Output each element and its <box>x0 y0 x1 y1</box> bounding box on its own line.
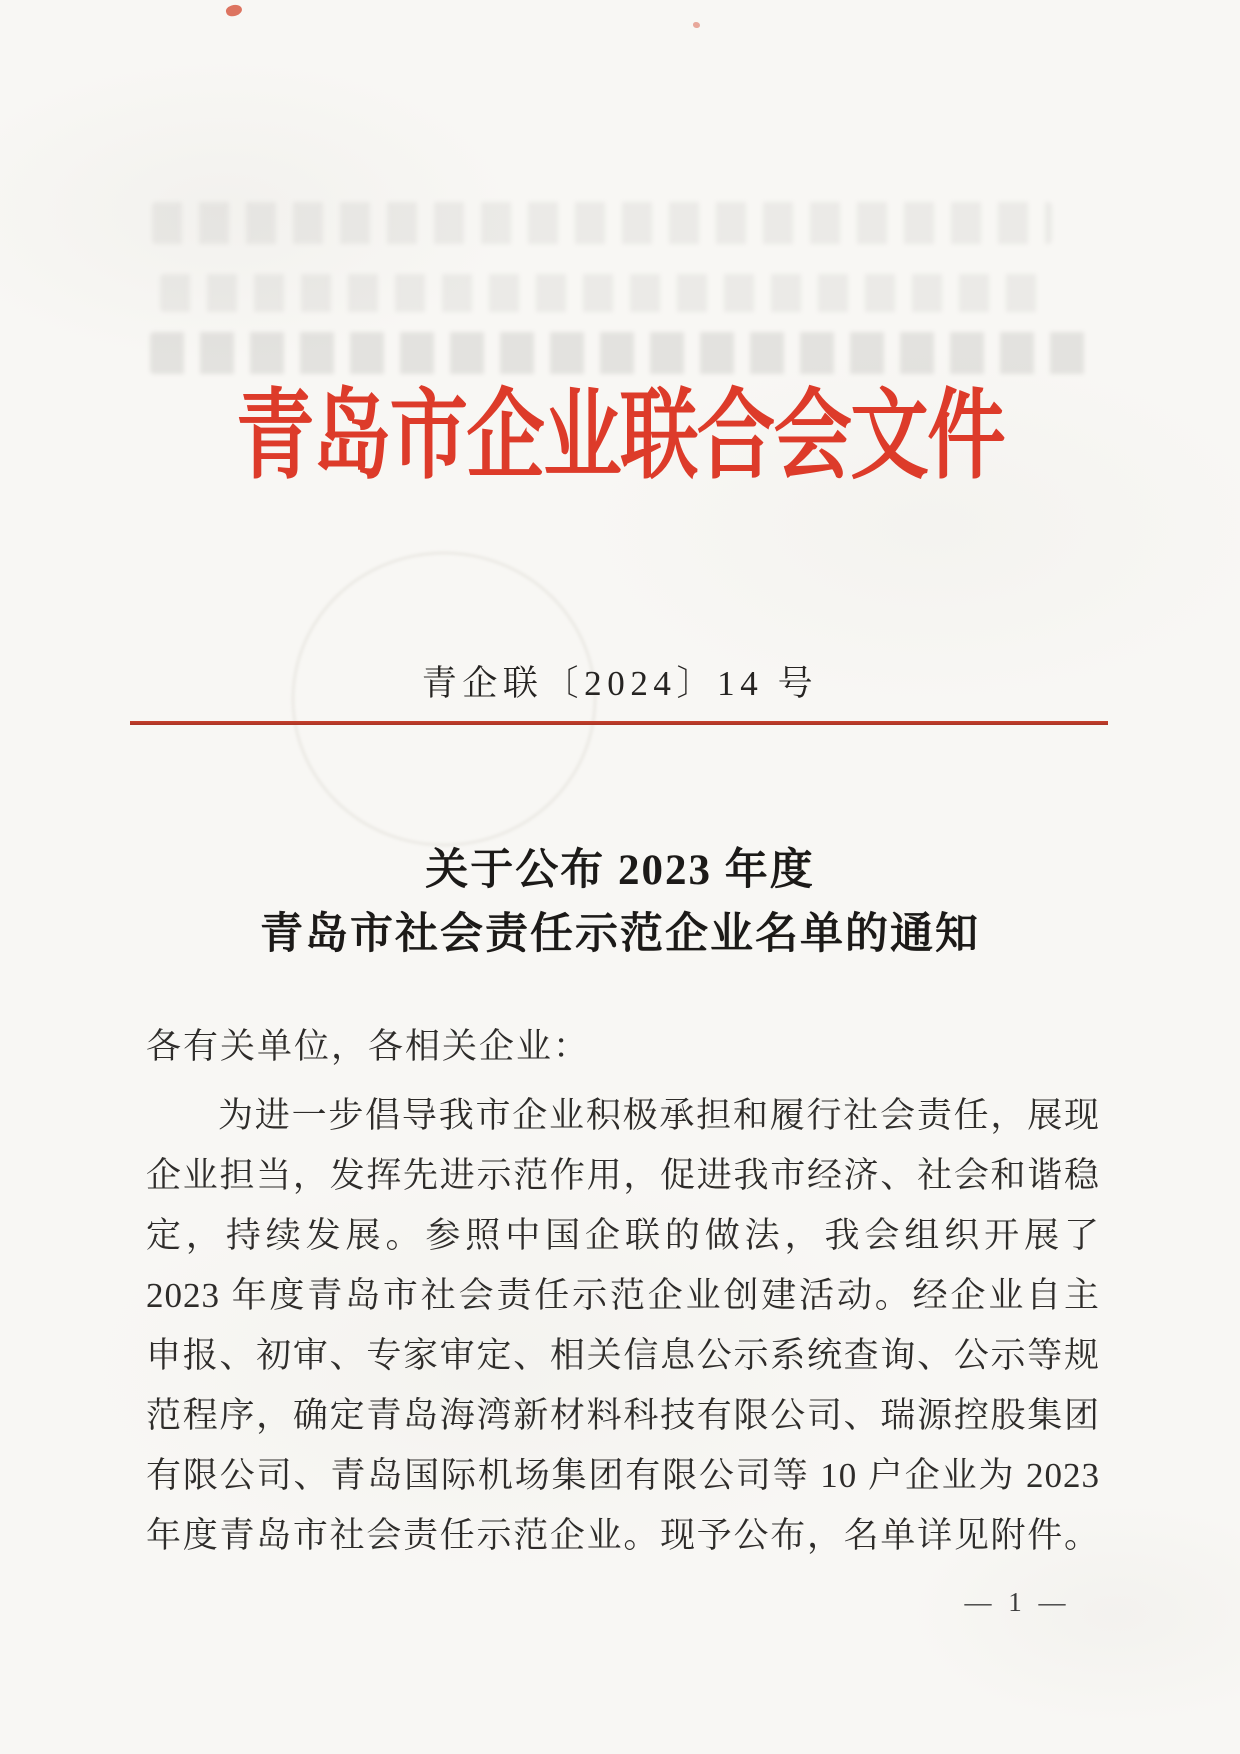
body-line: 年度青岛市社会责任示范企业。现予公布，名单详见附件。 <box>146 1516 1100 1555</box>
body-line: 定，持续发展。参照中国企联的做法，我会组织开展了 <box>146 1216 1100 1255</box>
body-line: 申报、初审、专家审定、相关信息公示系统查询、公示等规 <box>146 1336 1100 1375</box>
page-number: — 1 — <box>964 1587 1066 1617</box>
body-line: 2023 年度青岛市社会责任示范企业创建活动。经企业自主 <box>146 1276 1100 1315</box>
body-line: 企业担当，发挥先进示范作用，促进我市经济、社会和谐稳 <box>146 1156 1100 1195</box>
bleed-through-text-line <box>160 274 1040 312</box>
letterhead-title: 青岛市企业联合会文件 <box>235 383 1005 491</box>
notice-title-line1: 关于公布 2023 年度 <box>425 847 815 894</box>
red-separator-rule <box>130 721 1108 725</box>
body-line: 为进一步倡导我市企业积极承担和履行社会责任，展现 <box>218 1096 1100 1135</box>
body-paragraph <box>146 1086 1100 1566</box>
ink-speck <box>693 22 700 28</box>
salutation-line: 各有关单位，各相关企业： <box>146 1027 591 1066</box>
ink-speck <box>225 3 244 18</box>
document-number: 青企联〔2024〕14 号 <box>421 664 819 703</box>
document-body <box>146 1016 1100 1566</box>
bleed-through-text-line <box>152 202 1052 244</box>
body-line: 有限公司、青岛国际机场集团有限公司等 10 户企业为 2023 <box>146 1456 1100 1495</box>
notice-title-line2: 青岛市社会责任示范企业名单的通知 <box>260 911 980 958</box>
body-line: 范程序，确定青岛海湾新材料科技有限公司、瑞源控股集团 <box>146 1396 1100 1435</box>
